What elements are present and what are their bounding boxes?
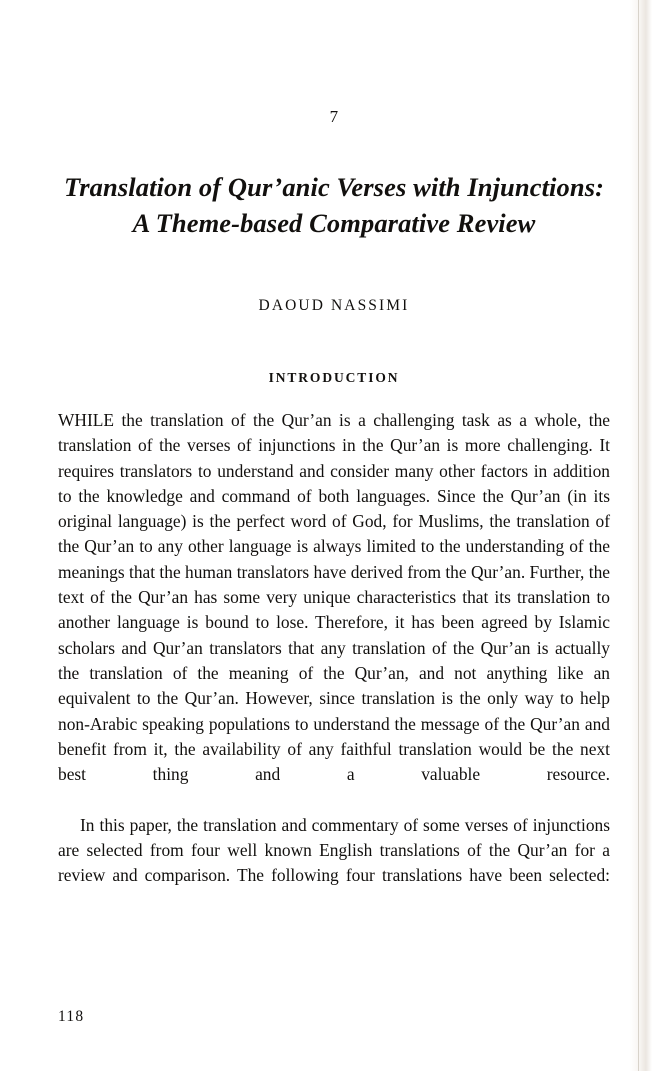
page-edge-line [638,0,639,1071]
section-heading-introduction: INTRODUCTION [268,370,400,385]
body-paragraph: In this paper, the translation and commentary of some verses of injunctions are selected from four well known English translations of the Qur’an for a review and comparison. The following four translations have been selected: [58,814,610,886]
page-edge-shadow [630,0,652,1071]
page-number: 118 [58,1008,85,1025]
page-title [58,169,610,241]
author-name: DAOUD NASSIMI [258,297,410,314]
page-title-line-2: A Theme-based Comparative Review [132,208,536,238]
body-text [58,408,610,914]
page-title-line-1: Translation of Qur’anic Verses with Injunctions: [63,172,605,202]
page-content [58,0,610,914]
body-paragraph: WHILE the translation of the Qur’an is a challenging task as a whole, the translation of the verses of injunctions in the Qur’an is more challenging. It requires translators to understand and consider many other factors in addition to the knowledge and command of both languages. Since the Qur’an (in its original language) is the perfect word of God, for Muslims, the translation of the Qur’an to any other language is always limited to the understanding of the meanings that the human translators have derived from the Qur’an. Further, the text of the Qur’an has some very unique characteristics that its translation to another language is bound to lose. Therefore, it has been agreed by Islamic scholars and Qur’an translators that any translation of the Qur’an is actually the translation of the meaning of the Qur’an, and not anything like an equivalent to the Qur’an. However, since translation is the only way to help non-Arabic speaking populations to understand the message of the Qur’an and benefit from it, the availability of any faithful translation would be the next best thing and a valuable resource. [58,410,610,785]
chapter-number: 7 [329,107,339,126]
